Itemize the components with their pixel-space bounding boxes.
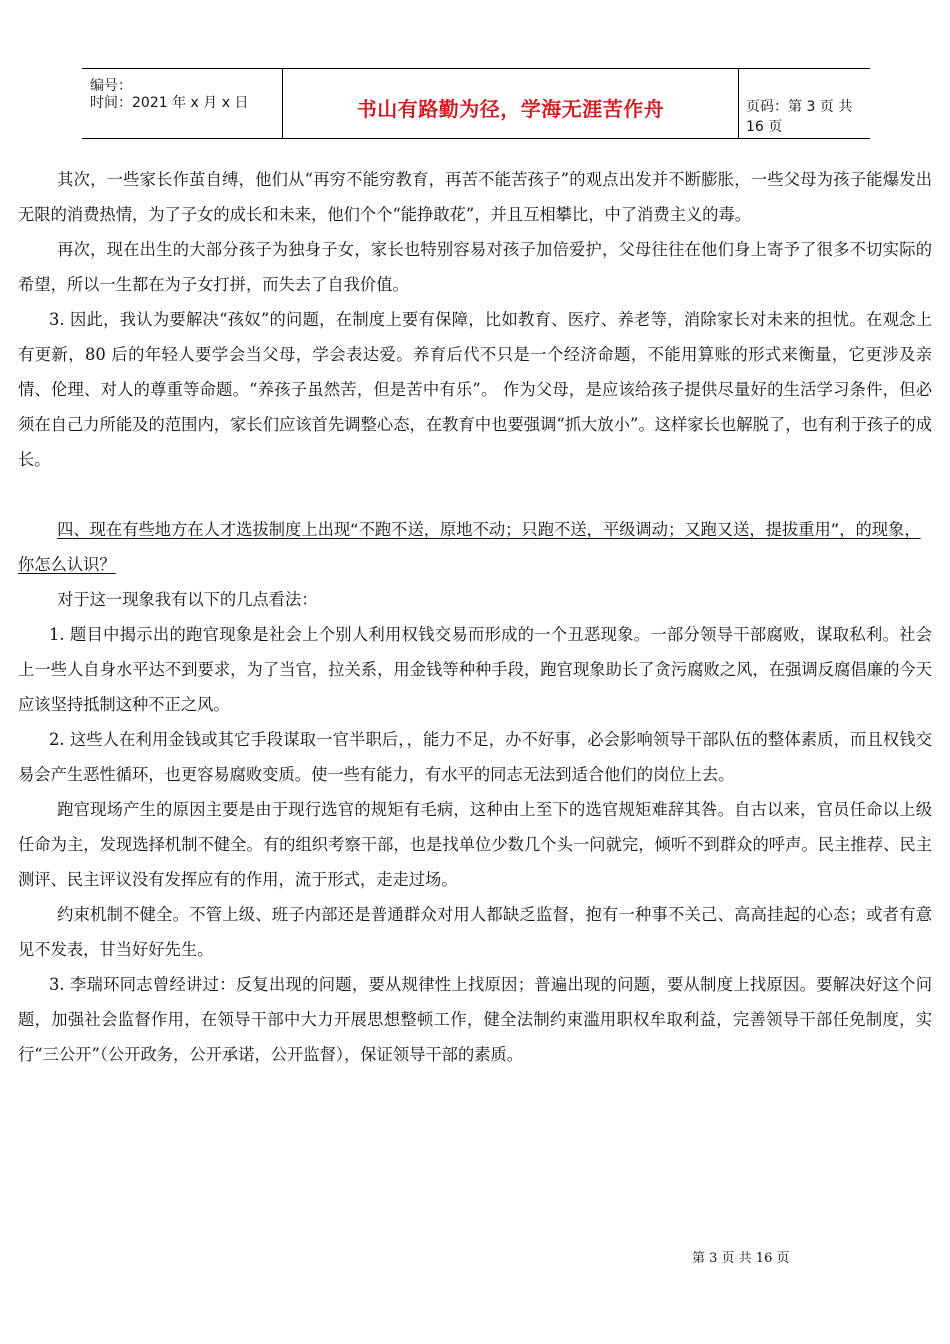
- paragraph: 2. 这些人在利用金钱或其它手段谋取一官半职后，，能力不足，办不好事，必会影响领导干部队伍的整体素质，而且权钱交易会产生恶性循环，也更容易腐败变质。使一些有能力，有水平的同志无法到适合他们的岗位上去。: [18, 730, 932, 784]
- paragraph: 跑官现场产生的原因主要是由于现行选官的规矩有毛病，这种由上至下的选官规矩难辞其咎。自古以来，官员任命以上级任命为主，发现选择机制不健全。有的组织考察干部，也是找单位少数几个头一问就完，倾听不到群众的呼声。民主推荐、民主测评、民主评议没有发挥应有的作用，流于形式，走走过场。: [18, 800, 932, 889]
- paragraph: 其次，一些家长作茧自缚，他们从“再穷不能穷教育，再苦不能苦孩子”的观点出发并不断膨胀，一些父母为孩子能爆发出无限的消费热情，为了子女的成长和未来，他们个个“能挣敢花”，并且互相攀比，中了消费主义的毒。: [18, 170, 932, 224]
- blank-line: [18, 477, 932, 512]
- paragraph: 1. 题目中揭示出的跑官现象是社会上个别人利用权钱交易而形成的一个丑恶现象。一部分领导干部腐败，谋取私利。社会上一些人自身水平达不到要求，为了当官，拉关系，用金钱等种种手段，跑官现象助长了贪污腐败之风，在强调反腐倡廉的今天应该坚持抵制这种不正之风。: [18, 625, 932, 714]
- question-heading: [18, 512, 932, 582]
- header-meta-cell: [82, 69, 282, 138]
- header-page-cell: [738, 69, 870, 138]
- paragraph: 约束机制不健全。不管上级、班子内部还是普通群众对用人都缺乏监督，抱有一种事不关己、高高挂起的心态；或者有意见不发表，甘当好好先生。: [18, 905, 932, 959]
- paragraph: 3. 因此，我认为要解决“孩奴”的问题，在制度上要有保障，比如教育、医疗、养老等，消除家长对未来的担忧。在观念上有更新，80 后的年轻人要学会当父母，学会表达爱。养育后代不只是一个经济命题，不能用算账的形式来衡量，它更涉及亲情、伦理、对人的尊重等命题。“养孩子虽然苦，但是苦中有乐”。 作为父母，是应该给孩子提供尽量好的生活学习条件，但必须在自己力所能及的范围内，家长们应该首先调整心态，在教育中也要强调“抓大放小”。这样家长也解脱了，也有利于孩子的成长。: [18, 310, 932, 469]
- header-motto-cell: [282, 69, 739, 138]
- footer-page-number: 第 3 页 共 16 页: [692, 1251, 790, 1266]
- document-number-label: 编号：: [90, 78, 132, 94]
- paragraph: 对于这一现象我有以下的几点看法：: [57, 590, 318, 609]
- question-heading-text: 四、现在有些地方在人才选拔制度上出现“不跑不送，原地不动；只跑不送，平级调动；又跑又送，提拔重用”，的现象，你怎么认识？: [18, 520, 921, 574]
- paragraph: 再次，现在出生的大部分孩子为独身子女，家长也特别容易对孩子加倍爱护，父母往往在他们身上寄予了很多不切实际的希望，所以一生都在为子女打拼，而失去了自我价值。: [18, 240, 932, 294]
- document-body: [18, 162, 932, 1072]
- paragraph: 3. 李瑞环同志曾经讲过：反复出现的问题，要从规律性上找原因；普遍出现的问题，要从制度上找原因。要解决好这个问题，加强社会监督作用，在领导干部中大力开展思想整顿工作，健全法制约束滥用职权牟取利益，完善领导干部任免制度，实行“三公开”（公开政务，公开承诺，公开监督），保证领导干部的素质。: [18, 975, 932, 1064]
- header-page-number: 页码：第 3 页 共 16 页: [746, 99, 853, 135]
- header-motto: 书山有路勤为径，学海无涯苦作舟: [356, 97, 665, 121]
- document-time-label: 时间：2021 年 x 月 x 日: [90, 95, 249, 111]
- document-header: [82, 68, 870, 139]
